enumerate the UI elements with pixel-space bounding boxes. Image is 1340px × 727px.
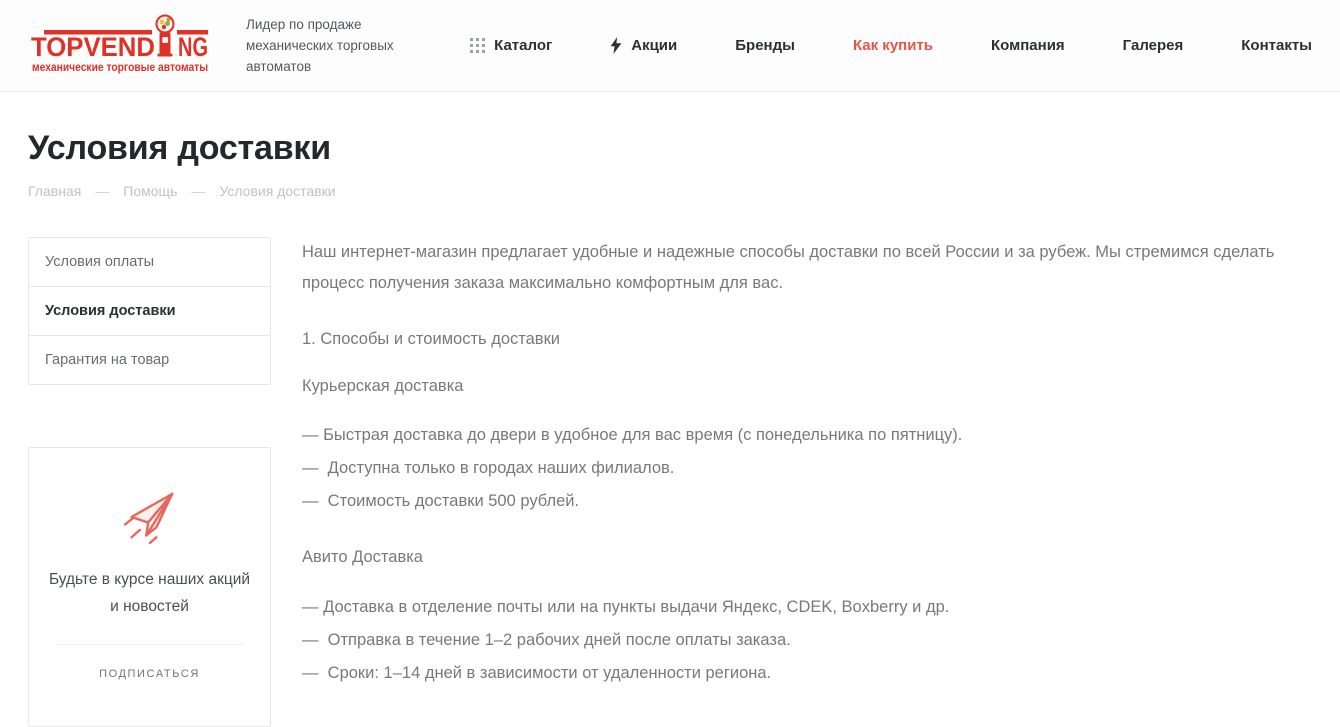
list-item: — Отправка в течение 1–2 рабочих дней после оплаты заказа.	[302, 631, 791, 649]
breadcrumb-home[interactable]: Главная	[28, 183, 82, 199]
courier-delivery-list	[302, 419, 1312, 518]
breadcrumb-current: Условия доставки	[219, 183, 336, 199]
gumball-machine-icon	[157, 16, 174, 57]
avito-delivery-list	[302, 591, 1312, 690]
nav-label-contacts: Контакты	[1241, 37, 1312, 54]
nav-label-gallery: Галерея	[1122, 37, 1184, 54]
nav-item-company[interactable]	[991, 37, 1065, 54]
nav-item-gallery[interactable]	[1123, 37, 1184, 54]
main-nav	[470, 37, 1312, 54]
grid-icon	[470, 38, 485, 53]
intro-paragraph: Наш интернет-магазин предлагает удобные и надежные способы доставки по всей России и за рубеж. Мы стремимся сделать процесс получения заказа максимально комфортным для вас.	[302, 243, 1279, 292]
newsletter-divider	[55, 644, 244, 645]
sidebar-item-label: Условия оплаты	[45, 254, 155, 270]
list-item: — Доступна только в городах наших филиалов.	[302, 459, 675, 477]
newsletter-text: Будьте в курсе наших акций и новостей	[48, 571, 251, 615]
nav-item-brands[interactable]	[735, 37, 795, 54]
nav-label-promotions: Акции	[631, 37, 678, 54]
list-item: — Стоимость доставки 500 рублей.	[302, 492, 580, 510]
main-content	[302, 237, 1312, 714]
list-item: — Доставка в отделение почты или на пункты выдачи Яндекс, CDEK, Boxberry и др.	[302, 598, 950, 616]
nav-item-promotions[interactable]	[610, 37, 677, 54]
nav-label-catalog: Каталог	[494, 37, 553, 54]
nav-item-catalog[interactable]	[470, 37, 552, 54]
logo-text-last: NG	[178, 32, 208, 62]
bolt-icon	[610, 37, 622, 54]
nav-label-company: Компания	[991, 37, 1065, 54]
avito-delivery-heading: Авито Доставка	[302, 548, 423, 566]
courier-delivery-heading: Курьерская доставка	[302, 377, 464, 395]
breadcrumb	[28, 183, 1312, 199]
sidebar-item-warranty[interactable]	[28, 335, 271, 385]
page-container	[0, 129, 1340, 727]
nav-label-brands: Бренды	[735, 37, 795, 54]
sidebar-item-payment-terms[interactable]	[28, 237, 271, 287]
paper-plane-icon	[113, 480, 187, 554]
nav-label-how-to-buy: Как купить	[852, 37, 934, 54]
sidebar-item-delivery-terms[interactable]	[28, 286, 271, 336]
sidebar	[28, 237, 271, 727]
page-layout	[28, 237, 1312, 727]
page-title: Условия доставки	[28, 129, 331, 167]
sidebar-item-label: Гарантия на товар	[45, 352, 170, 368]
breadcrumb-separator: —	[95, 183, 110, 199]
sidebar-item-label: Условия доставки	[45, 303, 176, 319]
nav-item-contacts[interactable]	[1241, 37, 1312, 54]
list-item: — Сроки: 1–14 дней в зависимости от удаленности региона.	[302, 664, 772, 682]
logo-subtitle: механические торговые автоматы	[32, 62, 209, 74]
breadcrumb-separator: —	[191, 183, 206, 199]
breadcrumb-help[interactable]: Помощь	[123, 183, 178, 199]
sidebar-menu	[28, 237, 271, 385]
site-header	[0, 0, 1340, 92]
subscribe-button[interactable]: ПОДПИСАТЬСЯ	[99, 668, 200, 680]
newsletter-card	[28, 447, 271, 727]
list-item: — Быстрая доставка до двери в удобное для вас время (с понедельника по пятницу).	[302, 426, 963, 444]
nav-item-how-to-buy[interactable]	[853, 37, 933, 54]
topvending-logo-graphic	[30, 11, 216, 75]
header-tagline: Лидер по продаже механических торговых автоматов	[246, 17, 394, 74]
logo-text-first: TOPVEND	[31, 32, 155, 62]
site-logo[interactable]	[30, 11, 216, 80]
section-title-delivery-methods: 1. Способы и стоимость доставки	[302, 330, 561, 348]
